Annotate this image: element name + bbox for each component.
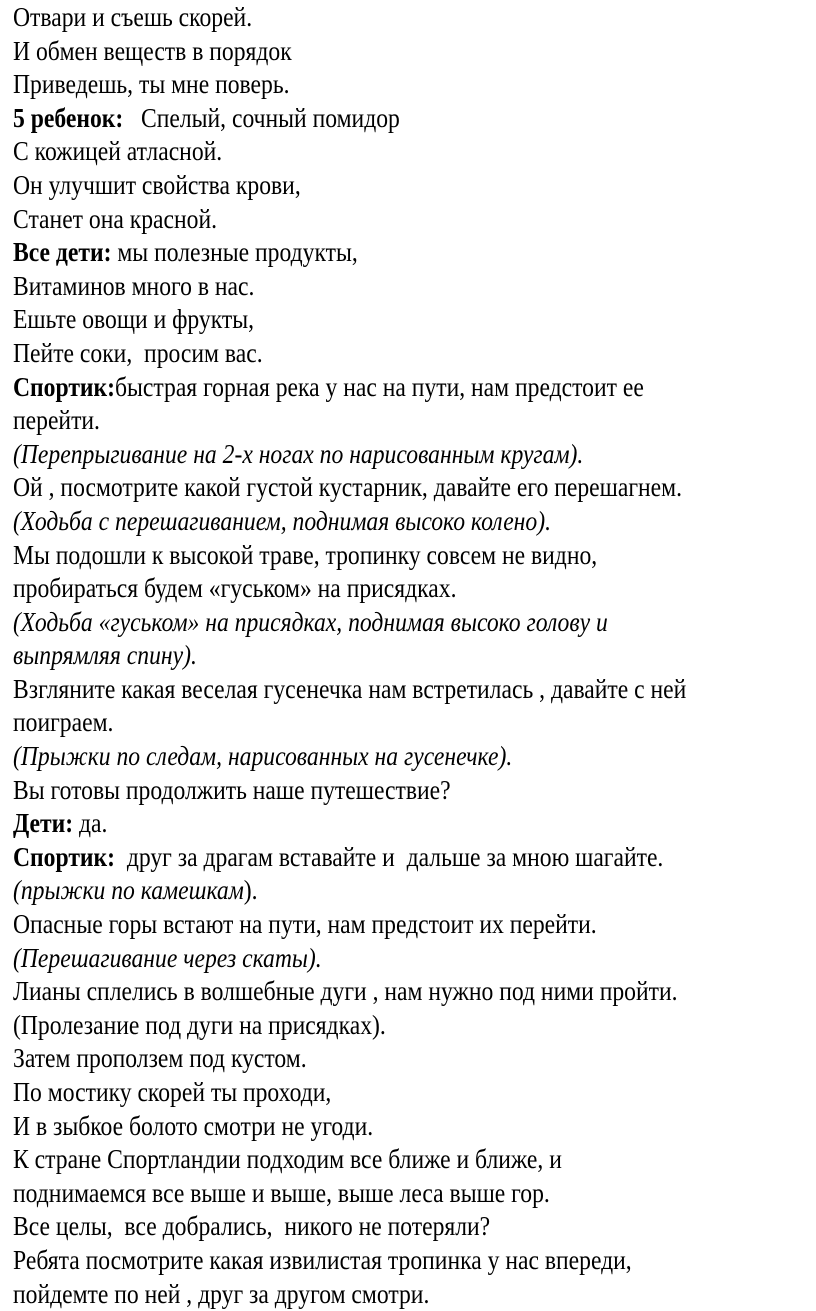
text-line	[13, 203, 686, 237]
text-line	[13, 135, 686, 169]
line-text: да.	[73, 808, 108, 839]
line-text: мы полезные продукты,	[111, 237, 358, 268]
stage-direction: (Ходьба с перешагиванием, поднимая высоко колено).	[13, 505, 551, 536]
text-line	[13, 740, 686, 774]
line-text: ).	[243, 875, 258, 906]
text-line	[13, 1143, 686, 1177]
line-text: быстрая горная река у нас на пути, нам предстоит ее	[115, 371, 644, 402]
speaker-label: Дети:	[13, 808, 74, 839]
line-text: Он улучшит свойства крови,	[13, 169, 301, 200]
stage-direction: (прыжки по камешкам	[13, 875, 244, 906]
stage-direction: (Прыжки по следам, нарисованных на гусенечке).	[13, 741, 513, 772]
line-text: Ешьте овощи и фрукты,	[13, 304, 255, 335]
text-line	[13, 337, 686, 371]
text-line	[13, 774, 686, 808]
line-text: Мы подошли к высокой траве, тропинку совсем не видно,	[13, 539, 598, 570]
line-text: Спелый, сочный помидор	[123, 102, 400, 133]
text-line	[13, 572, 686, 606]
text-line	[13, 874, 686, 908]
line-text: Опасные горы встают на пути, нам предстоит их перейти.	[13, 909, 597, 940]
stage-direction: (Перешагивание через скаты).	[13, 942, 322, 973]
stage-direction: (Ходьба «гуськом» на присядках, поднимая высоко голову и	[13, 606, 608, 637]
text-line	[13, 68, 686, 102]
line-text: перейти.	[13, 405, 100, 436]
line-text: Затем проползем под кустом.	[13, 1043, 307, 1074]
speaker-label: Все дети:	[13, 237, 112, 268]
text-line	[13, 1076, 686, 1110]
line-text: пробираться будем «гуськом» на присядках.	[13, 573, 457, 604]
line-text: друг за драгам вставайте и дальше за мною шагайте.	[115, 841, 664, 872]
speaker-label: Спортик:	[13, 371, 116, 402]
line-text: Витаминов много в нас.	[13, 270, 255, 301]
line-text: Все целы, все добрались, никого не потеряли?	[13, 1211, 491, 1242]
text-line	[13, 371, 686, 405]
line-text: Лианы сплелись в волшебные дуги , нам нужно под ними пройти.	[13, 976, 678, 1007]
line-text: Пейте соки, просим вас.	[13, 337, 263, 368]
text-line	[13, 807, 686, 841]
line-text: И в зыбкое болото смотри не угоди.	[13, 1110, 374, 1141]
line-text: Вы готовы продолжить наше путешествие?	[13, 774, 451, 805]
stage-direction: (Перепрыгивание на 2-х ногах по нарисованным кругам).	[13, 438, 584, 469]
line-text: И обмен веществ в порядок	[13, 35, 292, 66]
text-line	[13, 505, 686, 539]
text-line	[13, 841, 686, 875]
stage-direction: выпрямляя спину).	[13, 640, 197, 671]
line-text: Отвари и съешь скорей.	[13, 2, 253, 32]
line-text: Взгляните какая веселая гусенечка нам встретилась , давайте с ней	[13, 673, 687, 704]
document-body	[13, 1, 783, 1311]
line-text: С кожицей атласной.	[13, 136, 223, 167]
line-text: пойдемте по ней , друг за другом смотри.	[13, 1278, 430, 1309]
text-line	[13, 908, 686, 942]
speaker-label: Спортик:	[13, 841, 116, 872]
text-line	[13, 706, 686, 740]
text-line	[13, 1042, 686, 1076]
line-text: Приведешь, ты мне поверь.	[13, 69, 290, 100]
line-text: поиграем.	[13, 707, 114, 738]
text-line	[13, 1110, 686, 1144]
text-line	[13, 1210, 686, 1244]
text-line	[13, 303, 686, 337]
text-line	[13, 35, 686, 69]
line-text: Станет она красной.	[13, 203, 218, 234]
line-text: По мостику скорей ты проходи,	[13, 1077, 332, 1107]
text-line	[13, 639, 686, 673]
line-text: (Пролезание под дуги на присядках).	[13, 1009, 386, 1040]
text-line	[13, 236, 686, 270]
line-text: Ребята посмотрите какая извилистая тропинка у нас впереди,	[13, 1244, 632, 1275]
text-line	[13, 102, 686, 136]
text-line	[13, 1009, 686, 1043]
text-line	[13, 673, 686, 707]
text-line	[13, 270, 686, 304]
text-line	[13, 975, 686, 1009]
text-line	[13, 1, 686, 35]
text-line	[13, 942, 686, 976]
text-line	[13, 539, 686, 573]
text-line	[13, 1177, 686, 1211]
text-line	[13, 404, 686, 438]
text-line	[13, 1278, 686, 1311]
text-line	[13, 1244, 686, 1278]
text-line	[13, 438, 686, 472]
speaker-label: 5 ребенок:	[13, 102, 124, 133]
text-line	[13, 606, 686, 640]
text-line	[13, 169, 686, 203]
line-text: К стране Спортландии подходим все ближе и ближе, и	[13, 1144, 562, 1175]
line-text: Ой , посмотрите какой густой кустарник, давайте его перешагнем.	[13, 472, 683, 503]
line-text: поднимаемся все выше и выше, выше леса выше гор.	[13, 1177, 550, 1208]
text-line	[13, 471, 686, 505]
